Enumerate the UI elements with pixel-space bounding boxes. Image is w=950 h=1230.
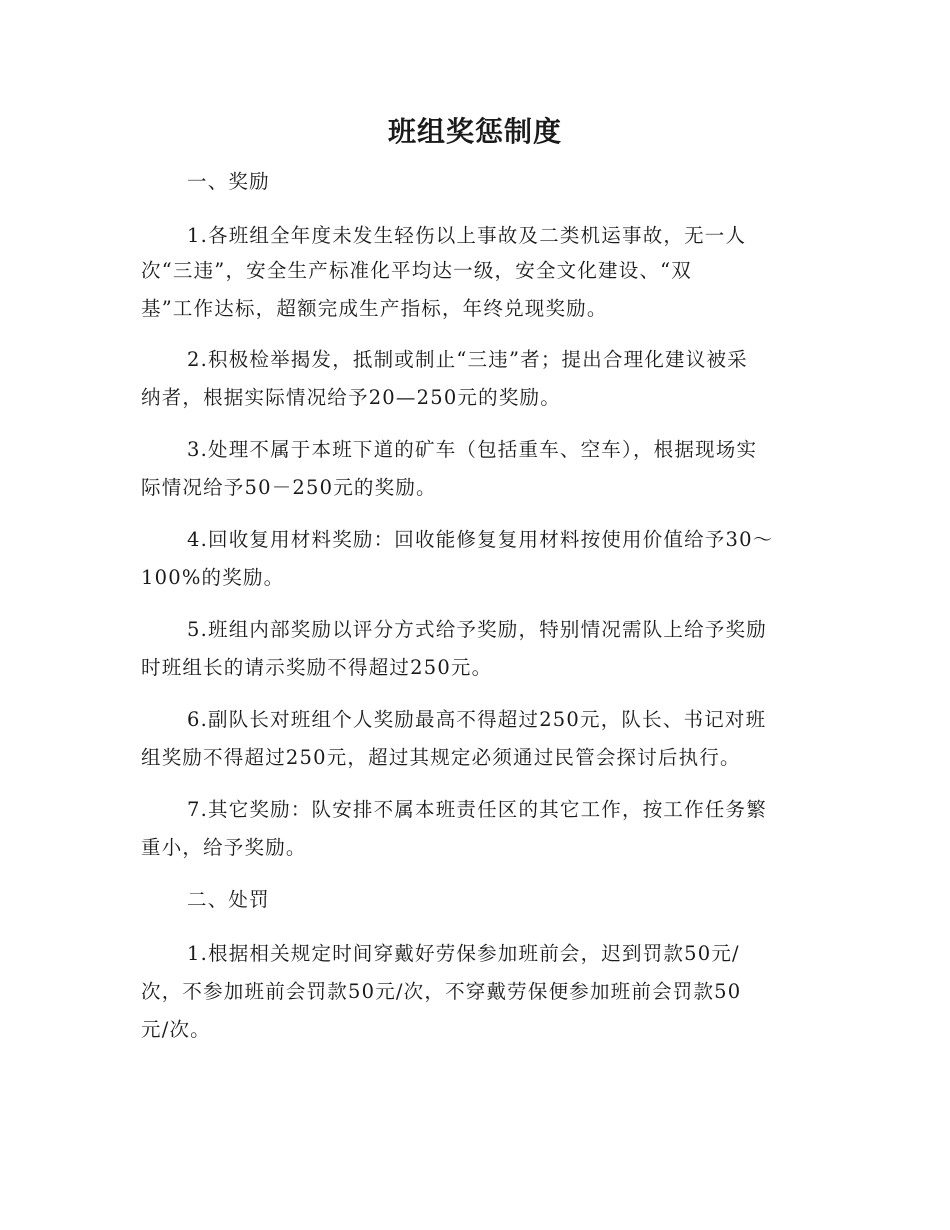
penalty-item-1-line-3: 元/次。	[141, 1018, 211, 1041]
reward-item-2-line-1: 2.积极检举揭发，抵制或制止“三违”者；提出合理化建议被采	[187, 348, 748, 371]
reward-item-7-line-2: 重小，给予奖励。	[141, 836, 307, 859]
reward-item-1-line-1: 1.各班组全年度未发生轻伤以上事故及二类机运事故，无一人	[187, 224, 747, 247]
reward-item-5-line-1: 5.班组内部奖励以评分方式给予奖励，特别情况需队上给予奖励	[187, 618, 767, 641]
penalty-item-1-line-1: 1.根据相关规定时间穿戴好劳保参加班前会，迟到罚款50元/	[187, 942, 740, 965]
section-heading-rewards: 一、奖励	[187, 170, 270, 193]
reward-item-3-line-2: 际情况给予50－250元的奖励。	[141, 476, 437, 499]
reward-item-1-line-3: 基”工作达标，超额完成生产指标，年终兑现奖励。	[141, 297, 608, 320]
penalty-item-1-line-2: 次，不参加班前会罚款50元/次，不穿戴劳保便参加班前会罚款50	[141, 980, 742, 1003]
reward-item-1-line-2: 次“三违”，安全生产标准化平均达一级，安全文化建设、“双	[141, 259, 693, 282]
reward-item-2-line-2: 纳者，根据实际情况给予20—250元的奖励。	[141, 386, 561, 409]
document-title: 班组奖惩制度	[387, 115, 562, 148]
reward-item-3-line-1: 3.处理不属于本班下道的矿车（包括重车、空车），根据现场实	[187, 438, 758, 461]
reward-item-5-line-2: 时班组长的请示奖励不得超过250元。	[141, 656, 493, 679]
reward-item-7-line-1: 7.其它奖励：队安排不属本班责任区的其它工作，按工作任务繁	[187, 798, 767, 821]
reward-item-4-line-1: 4.回收复用材料奖励：回收能修复复用材料按使用价值给予30～	[187, 528, 774, 551]
reward-item-4-line-2: 100%的奖励。	[141, 566, 285, 589]
section-heading-penalties: 二、处罚	[187, 888, 270, 911]
reward-item-6-line-1: 6.副队长对班组个人奖励最高不得超过250元，队长、书记对班	[187, 708, 767, 731]
reward-item-6-line-2: 组奖励不得超过250元，超过其规定必须通过民管会探讨后执行。	[141, 746, 741, 769]
